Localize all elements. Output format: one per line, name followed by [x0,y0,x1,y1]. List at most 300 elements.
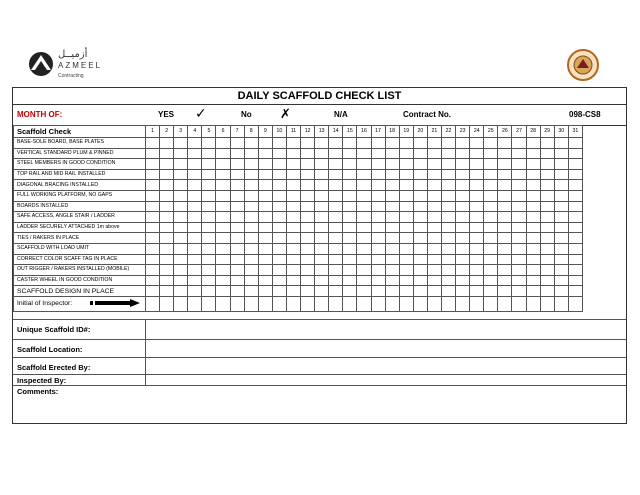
day-check-cell[interactable] [216,265,230,276]
day-check-cell[interactable] [343,138,357,149]
day-check-cell[interactable] [399,254,413,265]
day-check-cell[interactable] [160,138,174,149]
day-check-cell[interactable] [258,169,272,180]
day-check-cell[interactable] [399,265,413,276]
day-check-cell[interactable] [343,275,357,286]
day-check-cell[interactable] [286,190,300,201]
day-check-cell[interactable] [202,201,216,212]
day-check-cell[interactable] [413,254,427,265]
day-check-cell[interactable] [174,148,188,159]
day-check-cell[interactable] [272,265,286,276]
day-check-cell[interactable] [512,190,526,201]
day-check-cell[interactable] [315,138,329,149]
day-check-cell[interactable] [385,159,399,170]
day-check-cell[interactable] [526,275,540,286]
day-check-cell[interactable] [160,169,174,180]
day-check-cell[interactable] [526,190,540,201]
day-check-cell[interactable] [315,233,329,244]
day-check-cell[interactable] [441,212,455,223]
day-check-cell[interactable] [272,159,286,170]
day-check-cell[interactable] [286,275,300,286]
day-check-cell[interactable] [230,233,244,244]
day-check-cell[interactable] [427,254,441,265]
day-check-cell[interactable] [554,243,568,254]
day-check-cell[interactable] [399,190,413,201]
day-check-cell[interactable] [315,265,329,276]
day-check-cell[interactable] [329,222,343,233]
day-check-cell[interactable] [427,296,441,311]
day-check-cell[interactable] [258,201,272,212]
day-check-cell[interactable] [371,169,385,180]
day-check-cell[interactable] [498,286,512,297]
day-check-cell[interactable] [441,201,455,212]
day-check-cell[interactable] [146,265,160,276]
day-check-cell[interactable] [470,254,484,265]
day-check-cell[interactable] [357,169,371,180]
day-check-cell[interactable] [301,222,315,233]
day-check-cell[interactable] [286,296,300,311]
day-check-cell[interactable] [315,159,329,170]
day-check-cell[interactable] [357,265,371,276]
day-check-cell[interactable] [216,296,230,311]
day-check-cell[interactable] [484,138,498,149]
day-check-cell[interactable] [286,148,300,159]
day-check-cell[interactable] [540,190,554,201]
day-check-cell[interactable] [540,212,554,223]
day-check-cell[interactable] [174,254,188,265]
day-check-cell[interactable] [385,254,399,265]
day-check-cell[interactable] [470,180,484,191]
day-check-cell[interactable] [484,243,498,254]
day-check-cell[interactable] [427,190,441,201]
day-check-cell[interactable] [329,254,343,265]
day-check-cell[interactable] [301,275,315,286]
day-check-cell[interactable] [526,180,540,191]
day-check-cell[interactable] [484,233,498,244]
day-check-cell[interactable] [329,212,343,223]
day-check-cell[interactable] [286,180,300,191]
day-check-cell[interactable] [427,201,441,212]
day-check-cell[interactable] [357,296,371,311]
day-check-cell[interactable] [456,169,470,180]
day-check-cell[interactable] [329,159,343,170]
day-check-cell[interactable] [540,286,554,297]
day-check-cell[interactable] [385,222,399,233]
day-check-cell[interactable] [343,243,357,254]
day-check-cell[interactable] [216,243,230,254]
day-check-cell[interactable] [343,233,357,244]
day-check-cell[interactable] [174,286,188,297]
day-check-cell[interactable] [329,296,343,311]
day-check-cell[interactable] [554,138,568,149]
day-check-cell[interactable] [484,201,498,212]
day-check-cell[interactable] [174,190,188,201]
day-check-cell[interactable] [188,190,202,201]
day-check-cell[interactable] [258,286,272,297]
day-check-cell[interactable] [329,190,343,201]
day-check-cell[interactable] [385,212,399,223]
day-check-cell[interactable] [456,159,470,170]
day-check-cell[interactable] [540,265,554,276]
day-check-cell[interactable] [484,180,498,191]
day-check-cell[interactable] [399,180,413,191]
day-check-cell[interactable] [427,148,441,159]
day-check-cell[interactable] [286,138,300,149]
day-check-cell[interactable] [146,148,160,159]
day-check-cell[interactable] [202,138,216,149]
day-check-cell[interactable] [329,148,343,159]
day-check-cell[interactable] [456,222,470,233]
day-check-cell[interactable] [484,275,498,286]
day-check-cell[interactable] [244,148,258,159]
day-check-cell[interactable] [202,169,216,180]
day-check-cell[interactable] [399,169,413,180]
day-check-cell[interactable] [526,148,540,159]
day-check-cell[interactable] [371,243,385,254]
day-check-cell[interactable] [188,254,202,265]
day-check-cell[interactable] [554,159,568,170]
day-check-cell[interactable] [413,148,427,159]
day-check-cell[interactable] [329,138,343,149]
day-check-cell[interactable] [554,296,568,311]
day-check-cell[interactable] [413,180,427,191]
day-check-cell[interactable] [441,180,455,191]
day-check-cell[interactable] [512,254,526,265]
day-check-cell[interactable] [554,180,568,191]
day-check-cell[interactable] [456,233,470,244]
day-check-cell[interactable] [244,222,258,233]
day-check-cell[interactable] [413,275,427,286]
day-check-cell[interactable] [272,169,286,180]
day-check-cell[interactable] [315,190,329,201]
day-check-cell[interactable] [244,275,258,286]
day-check-cell[interactable] [258,296,272,311]
day-check-cell[interactable] [357,286,371,297]
day-check-cell[interactable] [202,159,216,170]
day-check-cell[interactable] [272,212,286,223]
day-check-cell[interactable] [456,265,470,276]
day-check-cell[interactable] [456,254,470,265]
day-check-cell[interactable] [216,212,230,223]
day-check-cell[interactable] [188,222,202,233]
day-check-cell[interactable] [343,201,357,212]
day-check-cell[interactable] [160,212,174,223]
day-check-cell[interactable] [272,201,286,212]
day-check-cell[interactable] [427,275,441,286]
day-check-cell[interactable] [216,190,230,201]
day-check-cell[interactable] [343,296,357,311]
day-check-cell[interactable] [484,222,498,233]
day-check-cell[interactable] [301,265,315,276]
day-check-cell[interactable] [258,148,272,159]
day-check-cell[interactable] [371,190,385,201]
day-check-cell[interactable] [315,243,329,254]
day-check-cell[interactable] [146,233,160,244]
day-check-cell[interactable] [329,233,343,244]
day-check-cell[interactable] [540,275,554,286]
day-check-cell[interactable] [146,275,160,286]
day-check-cell[interactable] [413,190,427,201]
day-check-cell[interactable] [484,254,498,265]
day-check-cell[interactable] [286,254,300,265]
day-check-cell[interactable] [484,169,498,180]
day-check-cell[interactable] [301,243,315,254]
day-check-cell[interactable] [174,296,188,311]
day-check-cell[interactable] [399,243,413,254]
day-check-cell[interactable] [202,212,216,223]
day-check-cell[interactable] [202,180,216,191]
day-check-cell[interactable] [568,254,582,265]
day-check-cell[interactable] [244,265,258,276]
day-check-cell[interactable] [230,201,244,212]
day-check-cell[interactable] [188,275,202,286]
day-check-cell[interactable] [399,212,413,223]
day-check-cell[interactable] [470,159,484,170]
day-check-cell[interactable] [343,254,357,265]
day-check-cell[interactable] [526,222,540,233]
day-check-cell[interactable] [568,243,582,254]
day-check-cell[interactable] [385,243,399,254]
day-check-cell[interactable] [484,286,498,297]
day-check-cell[interactable] [188,265,202,276]
day-check-cell[interactable] [470,212,484,223]
day-check-cell[interactable] [329,201,343,212]
day-check-cell[interactable] [498,148,512,159]
day-check-cell[interactable] [286,286,300,297]
day-check-cell[interactable] [188,138,202,149]
day-check-cell[interactable] [146,138,160,149]
day-check-cell[interactable] [244,254,258,265]
day-check-cell[interactable] [244,233,258,244]
day-check-cell[interactable] [230,222,244,233]
day-check-cell[interactable] [286,169,300,180]
day-check-cell[interactable] [315,169,329,180]
day-check-cell[interactable] [512,212,526,223]
day-check-cell[interactable] [484,190,498,201]
day-check-cell[interactable] [357,243,371,254]
day-check-cell[interactable] [258,233,272,244]
day-check-cell[interactable] [301,212,315,223]
day-check-cell[interactable] [568,180,582,191]
day-check-cell[interactable] [258,265,272,276]
day-check-cell[interactable] [272,286,286,297]
day-check-cell[interactable] [498,212,512,223]
day-check-cell[interactable] [371,180,385,191]
day-check-cell[interactable] [470,201,484,212]
day-check-cell[interactable] [484,159,498,170]
day-check-cell[interactable] [441,296,455,311]
day-check-cell[interactable] [540,254,554,265]
day-check-cell[interactable] [230,243,244,254]
day-check-cell[interactable] [456,296,470,311]
day-check-cell[interactable] [371,296,385,311]
day-check-cell[interactable] [512,159,526,170]
day-check-cell[interactable] [174,180,188,191]
day-check-cell[interactable] [244,180,258,191]
day-check-cell[interactable] [315,254,329,265]
day-check-cell[interactable] [301,190,315,201]
day-check-cell[interactable] [160,254,174,265]
day-check-cell[interactable] [554,265,568,276]
day-check-cell[interactable] [272,296,286,311]
day-check-cell[interactable] [371,148,385,159]
day-check-cell[interactable] [526,254,540,265]
day-check-cell[interactable] [174,212,188,223]
day-check-cell[interactable] [385,180,399,191]
day-check-cell[interactable] [498,180,512,191]
day-check-cell[interactable] [371,265,385,276]
day-check-cell[interactable] [146,180,160,191]
day-check-cell[interactable] [441,265,455,276]
day-check-cell[interactable] [498,265,512,276]
day-check-cell[interactable] [286,201,300,212]
day-check-cell[interactable] [540,243,554,254]
day-check-cell[interactable] [188,201,202,212]
day-check-cell[interactable] [512,286,526,297]
day-check-cell[interactable] [357,148,371,159]
day-check-cell[interactable] [498,190,512,201]
day-check-cell[interactable] [399,148,413,159]
day-check-cell[interactable] [188,233,202,244]
day-check-cell[interactable] [174,243,188,254]
day-check-cell[interactable] [216,233,230,244]
day-check-cell[interactable] [146,201,160,212]
day-check-cell[interactable] [456,286,470,297]
day-check-cell[interactable] [470,138,484,149]
day-check-cell[interactable] [413,286,427,297]
day-check-cell[interactable] [498,254,512,265]
day-check-cell[interactable] [526,201,540,212]
day-check-cell[interactable] [202,286,216,297]
day-check-cell[interactable] [540,201,554,212]
day-check-cell[interactable] [301,286,315,297]
day-check-cell[interactable] [554,212,568,223]
day-check-cell[interactable] [441,275,455,286]
day-check-cell[interactable] [329,265,343,276]
day-check-cell[interactable] [498,201,512,212]
day-check-cell[interactable] [540,159,554,170]
day-check-cell[interactable] [272,180,286,191]
day-check-cell[interactable] [357,138,371,149]
day-check-cell[interactable] [202,233,216,244]
day-check-cell[interactable] [216,138,230,149]
day-check-cell[interactable] [456,275,470,286]
day-check-cell[interactable] [357,212,371,223]
day-check-cell[interactable] [272,243,286,254]
day-check-cell[interactable] [413,296,427,311]
day-check-cell[interactable] [272,254,286,265]
day-check-cell[interactable] [160,180,174,191]
day-check-cell[interactable] [357,222,371,233]
day-check-cell[interactable] [512,169,526,180]
day-check-cell[interactable] [174,169,188,180]
day-check-cell[interactable] [343,169,357,180]
day-check-cell[interactable] [230,169,244,180]
day-check-cell[interactable] [301,296,315,311]
day-check-cell[interactable] [427,212,441,223]
day-check-cell[interactable] [441,190,455,201]
day-check-cell[interactable] [441,159,455,170]
day-check-cell[interactable] [526,243,540,254]
day-check-cell[interactable] [399,275,413,286]
day-check-cell[interactable] [470,275,484,286]
day-check-cell[interactable] [315,296,329,311]
day-check-cell[interactable] [146,243,160,254]
day-check-cell[interactable] [512,296,526,311]
day-check-cell[interactable] [568,159,582,170]
day-check-cell[interactable] [146,190,160,201]
day-check-cell[interactable] [146,254,160,265]
day-check-cell[interactable] [498,233,512,244]
day-check-cell[interactable] [230,159,244,170]
day-check-cell[interactable] [427,169,441,180]
day-check-cell[interactable] [385,201,399,212]
day-check-cell[interactable] [230,275,244,286]
day-check-cell[interactable] [301,233,315,244]
day-check-cell[interactable] [385,265,399,276]
day-check-cell[interactable] [329,180,343,191]
day-check-cell[interactable] [427,243,441,254]
day-check-cell[interactable] [568,265,582,276]
day-check-cell[interactable] [456,212,470,223]
day-check-cell[interactable] [526,286,540,297]
day-check-cell[interactable] [146,222,160,233]
day-check-cell[interactable] [258,159,272,170]
day-check-cell[interactable] [554,148,568,159]
day-check-cell[interactable] [202,296,216,311]
day-check-cell[interactable] [258,138,272,149]
day-check-cell[interactable] [244,159,258,170]
day-check-cell[interactable] [301,201,315,212]
day-check-cell[interactable] [413,222,427,233]
day-check-cell[interactable] [188,180,202,191]
day-check-cell[interactable] [568,201,582,212]
day-check-cell[interactable] [357,254,371,265]
day-check-cell[interactable] [216,169,230,180]
day-check-cell[interactable] [498,138,512,149]
day-check-cell[interactable] [202,243,216,254]
day-check-cell[interactable] [470,233,484,244]
day-check-cell[interactable] [329,243,343,254]
day-check-cell[interactable] [441,222,455,233]
day-check-cell[interactable] [427,286,441,297]
day-check-cell[interactable] [258,190,272,201]
day-check-cell[interactable] [427,159,441,170]
day-check-cell[interactable] [441,233,455,244]
day-check-cell[interactable] [512,233,526,244]
day-check-cell[interactable] [498,275,512,286]
day-check-cell[interactable] [258,212,272,223]
day-check-cell[interactable] [230,254,244,265]
day-check-cell[interactable] [512,243,526,254]
day-check-cell[interactable] [357,190,371,201]
day-check-cell[interactable] [188,159,202,170]
day-check-cell[interactable] [456,243,470,254]
day-check-cell[interactable] [540,296,554,311]
day-check-cell[interactable] [498,159,512,170]
day-check-cell[interactable] [371,212,385,223]
day-check-cell[interactable] [272,275,286,286]
day-check-cell[interactable] [512,180,526,191]
day-check-cell[interactable] [357,275,371,286]
day-check-cell[interactable] [258,254,272,265]
day-check-cell[interactable] [230,286,244,297]
day-check-cell[interactable] [484,148,498,159]
day-check-cell[interactable] [160,201,174,212]
day-check-cell[interactable] [286,233,300,244]
day-check-cell[interactable] [343,222,357,233]
day-check-cell[interactable] [230,212,244,223]
